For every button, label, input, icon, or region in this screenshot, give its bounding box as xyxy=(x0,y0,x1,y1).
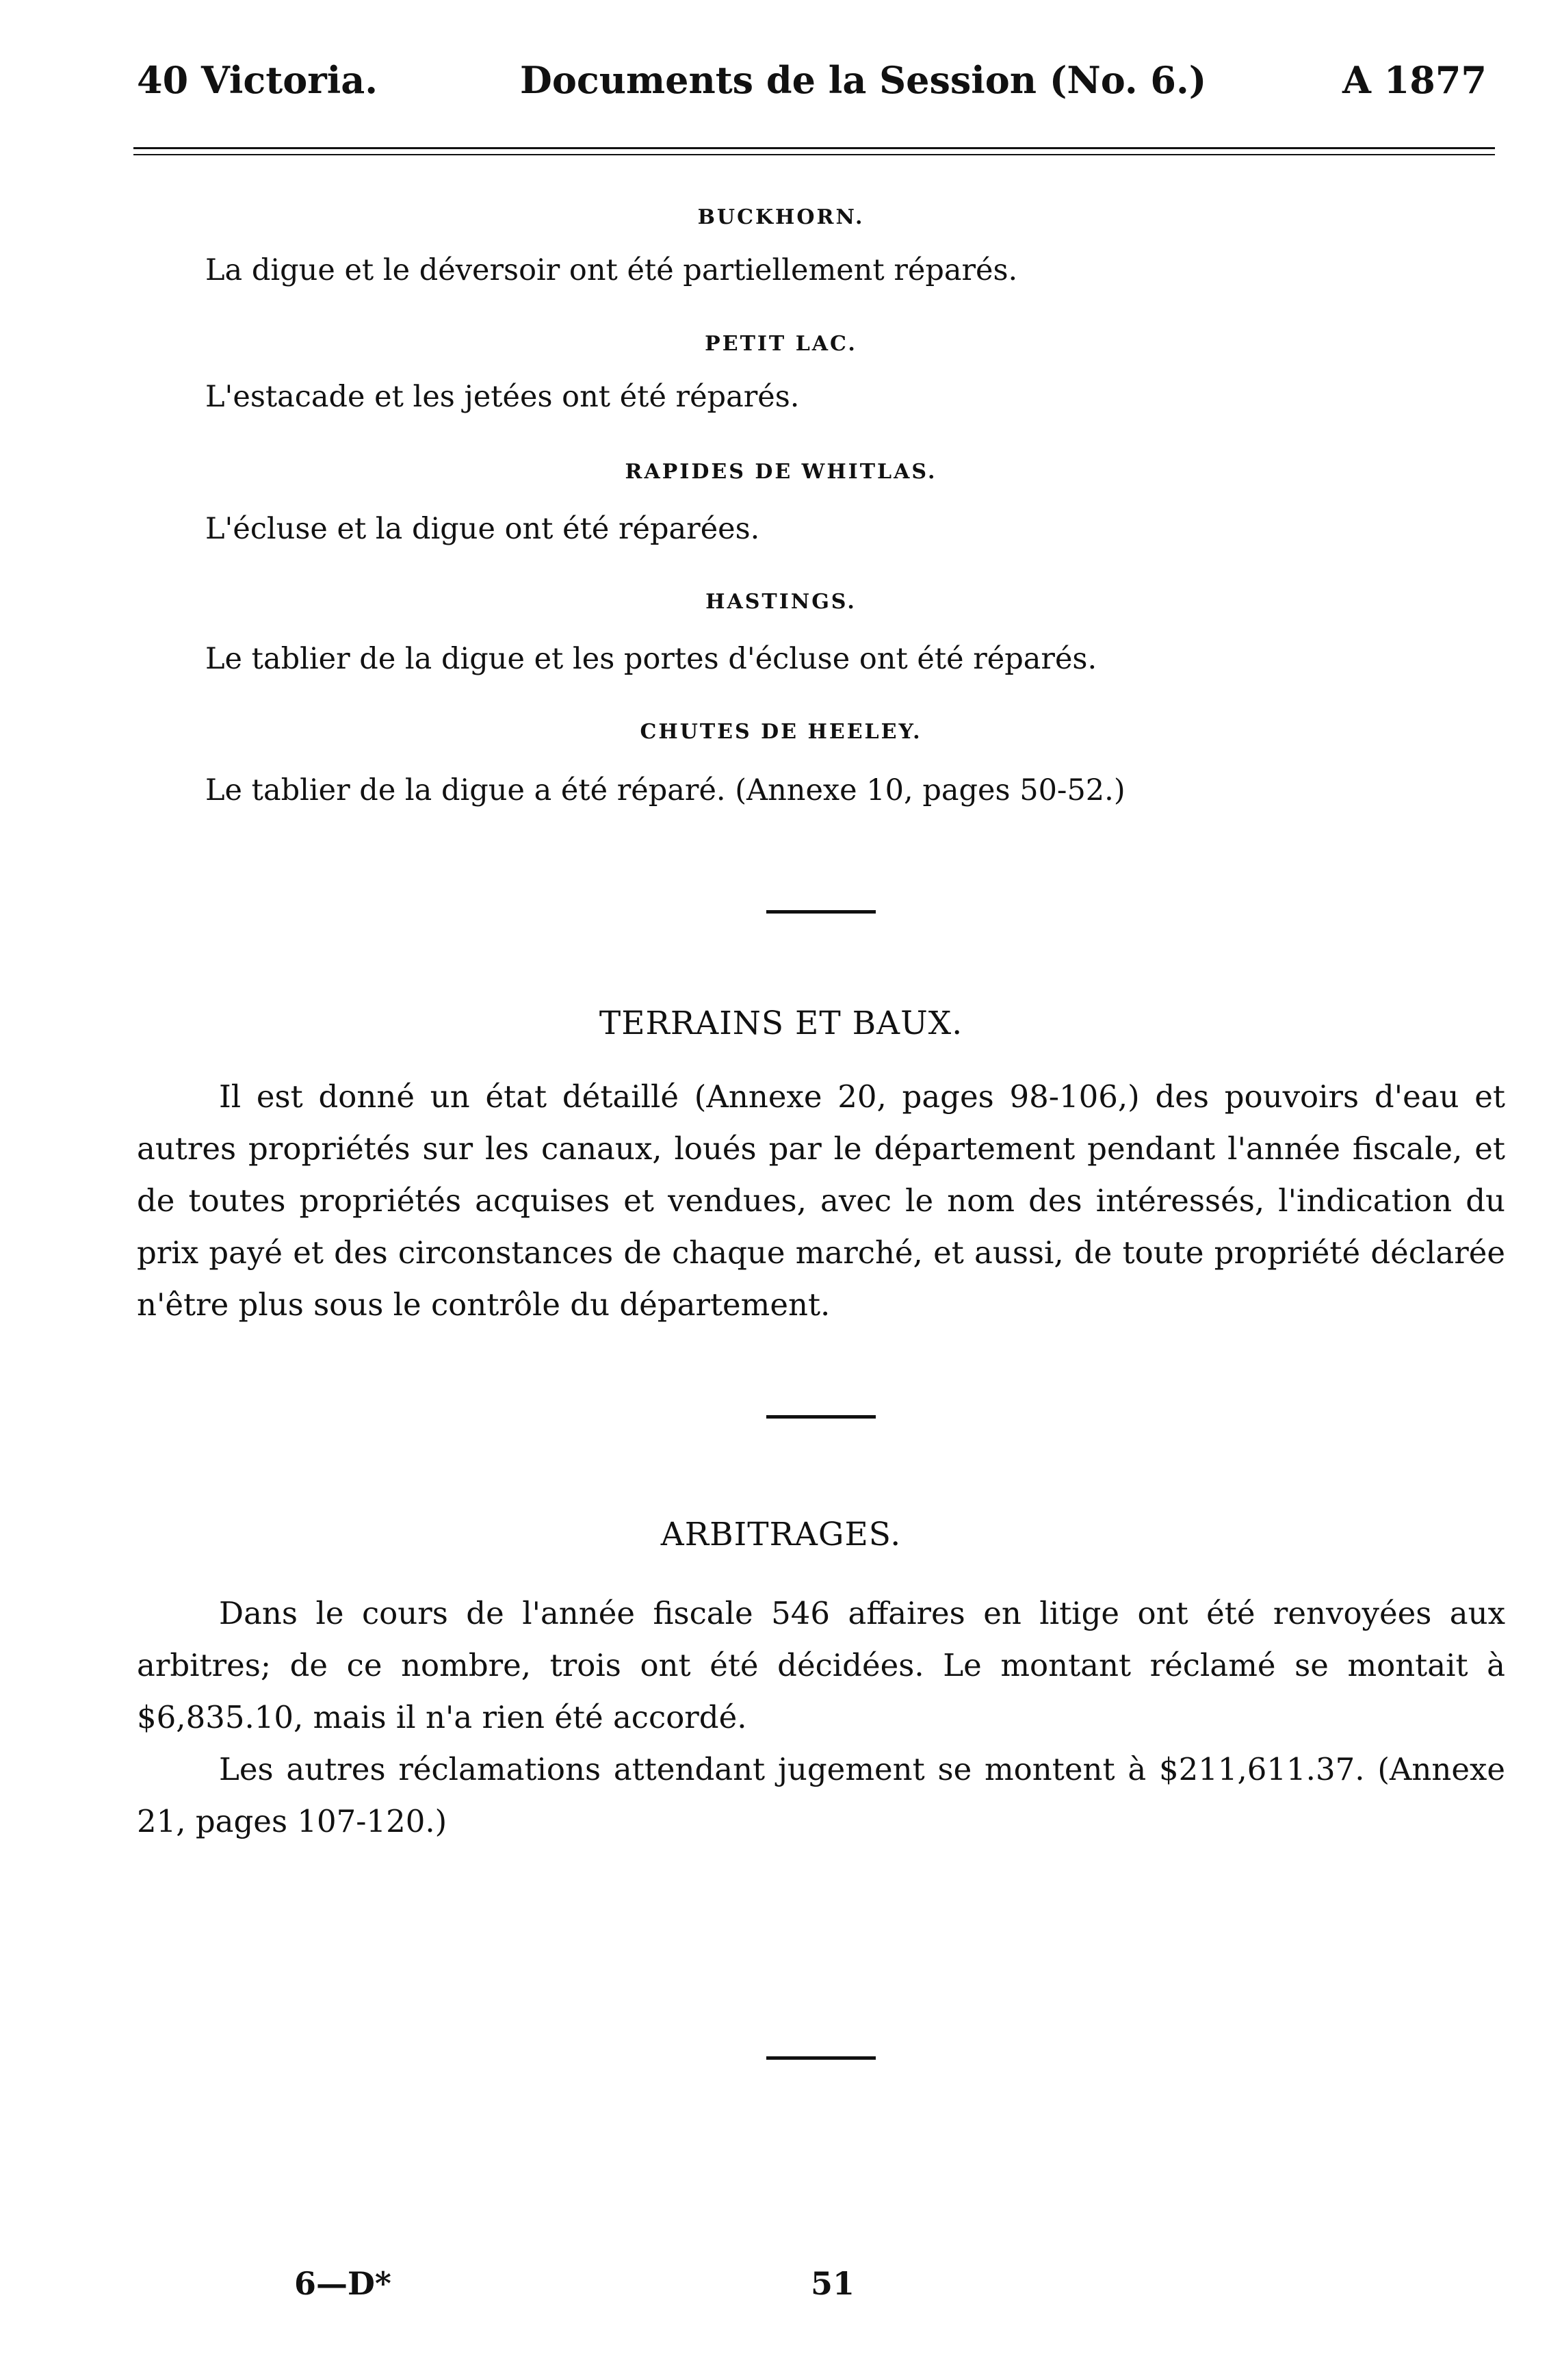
header-rule xyxy=(133,147,1495,149)
section-heading-hastings: HASTINGS. xyxy=(705,590,857,614)
header-title: Documents de la Session (No. 6.) xyxy=(520,58,1207,102)
header-year: A 1877 xyxy=(1342,58,1487,102)
page-number: 51 xyxy=(811,2265,855,2302)
section-heading-petit-lac: PETIT LAC. xyxy=(705,332,857,356)
header-rule-secondary xyxy=(133,154,1495,155)
paragraph-arbitrages-text-1: Dans le cours de l'année fiscale 546 affaires en litige ont été renvoyées aux arbitres; de ce nombre, trois ont été décidées. Le montant réclamé se montait à $6,835.10, mais il n'a rien été accordé. xyxy=(137,1595,1505,1735)
section-heading-buckhorn: BUCKHORN. xyxy=(697,205,865,229)
section-text-hastings: Le tablier de la digue et les portes d'écluse ont été réparés. xyxy=(205,642,1097,676)
section-heading-heeley: CHUTES DE HEELEY. xyxy=(640,720,922,744)
section-heading-whitlas: RAPIDES DE WHITLAS. xyxy=(625,460,937,484)
section-text-whitlas: L'écluse et la digue ont été réparées. xyxy=(205,512,760,546)
heading-terrains-et-baux: TERRAINS ET BAUX. xyxy=(599,1005,963,1042)
heading-arbitrages: ARBITRAGES. xyxy=(660,1516,902,1553)
section-text-buckhorn: La digue et le déversoir ont été partiellement réparés. xyxy=(205,253,1018,287)
paragraph-terrains xyxy=(137,1071,1505,1331)
footer-signature: 6—D* xyxy=(294,2265,391,2302)
paragraph-terrains-text: Il est donné un état détaillé (Annexe 20, pages 98-106,) des pouvoirs d'eau et autres propriétés sur les canaux, loués par le département pendant l'année fiscale, et de toutes propriétés acquises et vendues, avec le nom des intéressés, l'indication du prix payé et des circonstances de chaque marché, et aussi, de toute propriété déclarée n'être plus sous le contrôle du département. xyxy=(137,1078,1505,1323)
running-header xyxy=(137,58,1487,113)
section-text-petit-lac: L'estacade et les jetées ont été réparés. xyxy=(205,380,800,414)
section-divider xyxy=(766,2056,876,2060)
section-divider xyxy=(766,910,876,914)
section-text-heeley: Le tablier de la digue a été réparé. (Annexe 10, pages 50-52.) xyxy=(205,773,1125,807)
section-divider xyxy=(766,1415,876,1419)
header-volume: 40 Victoria. xyxy=(137,58,378,102)
paragraph-arbitrages-text-2: Les autres réclamations attendant jugement se montent à $211,611.37. (Annexe 21, pages 107-120.) xyxy=(137,1751,1505,1839)
paragraph-arbitrages xyxy=(137,1588,1505,1848)
